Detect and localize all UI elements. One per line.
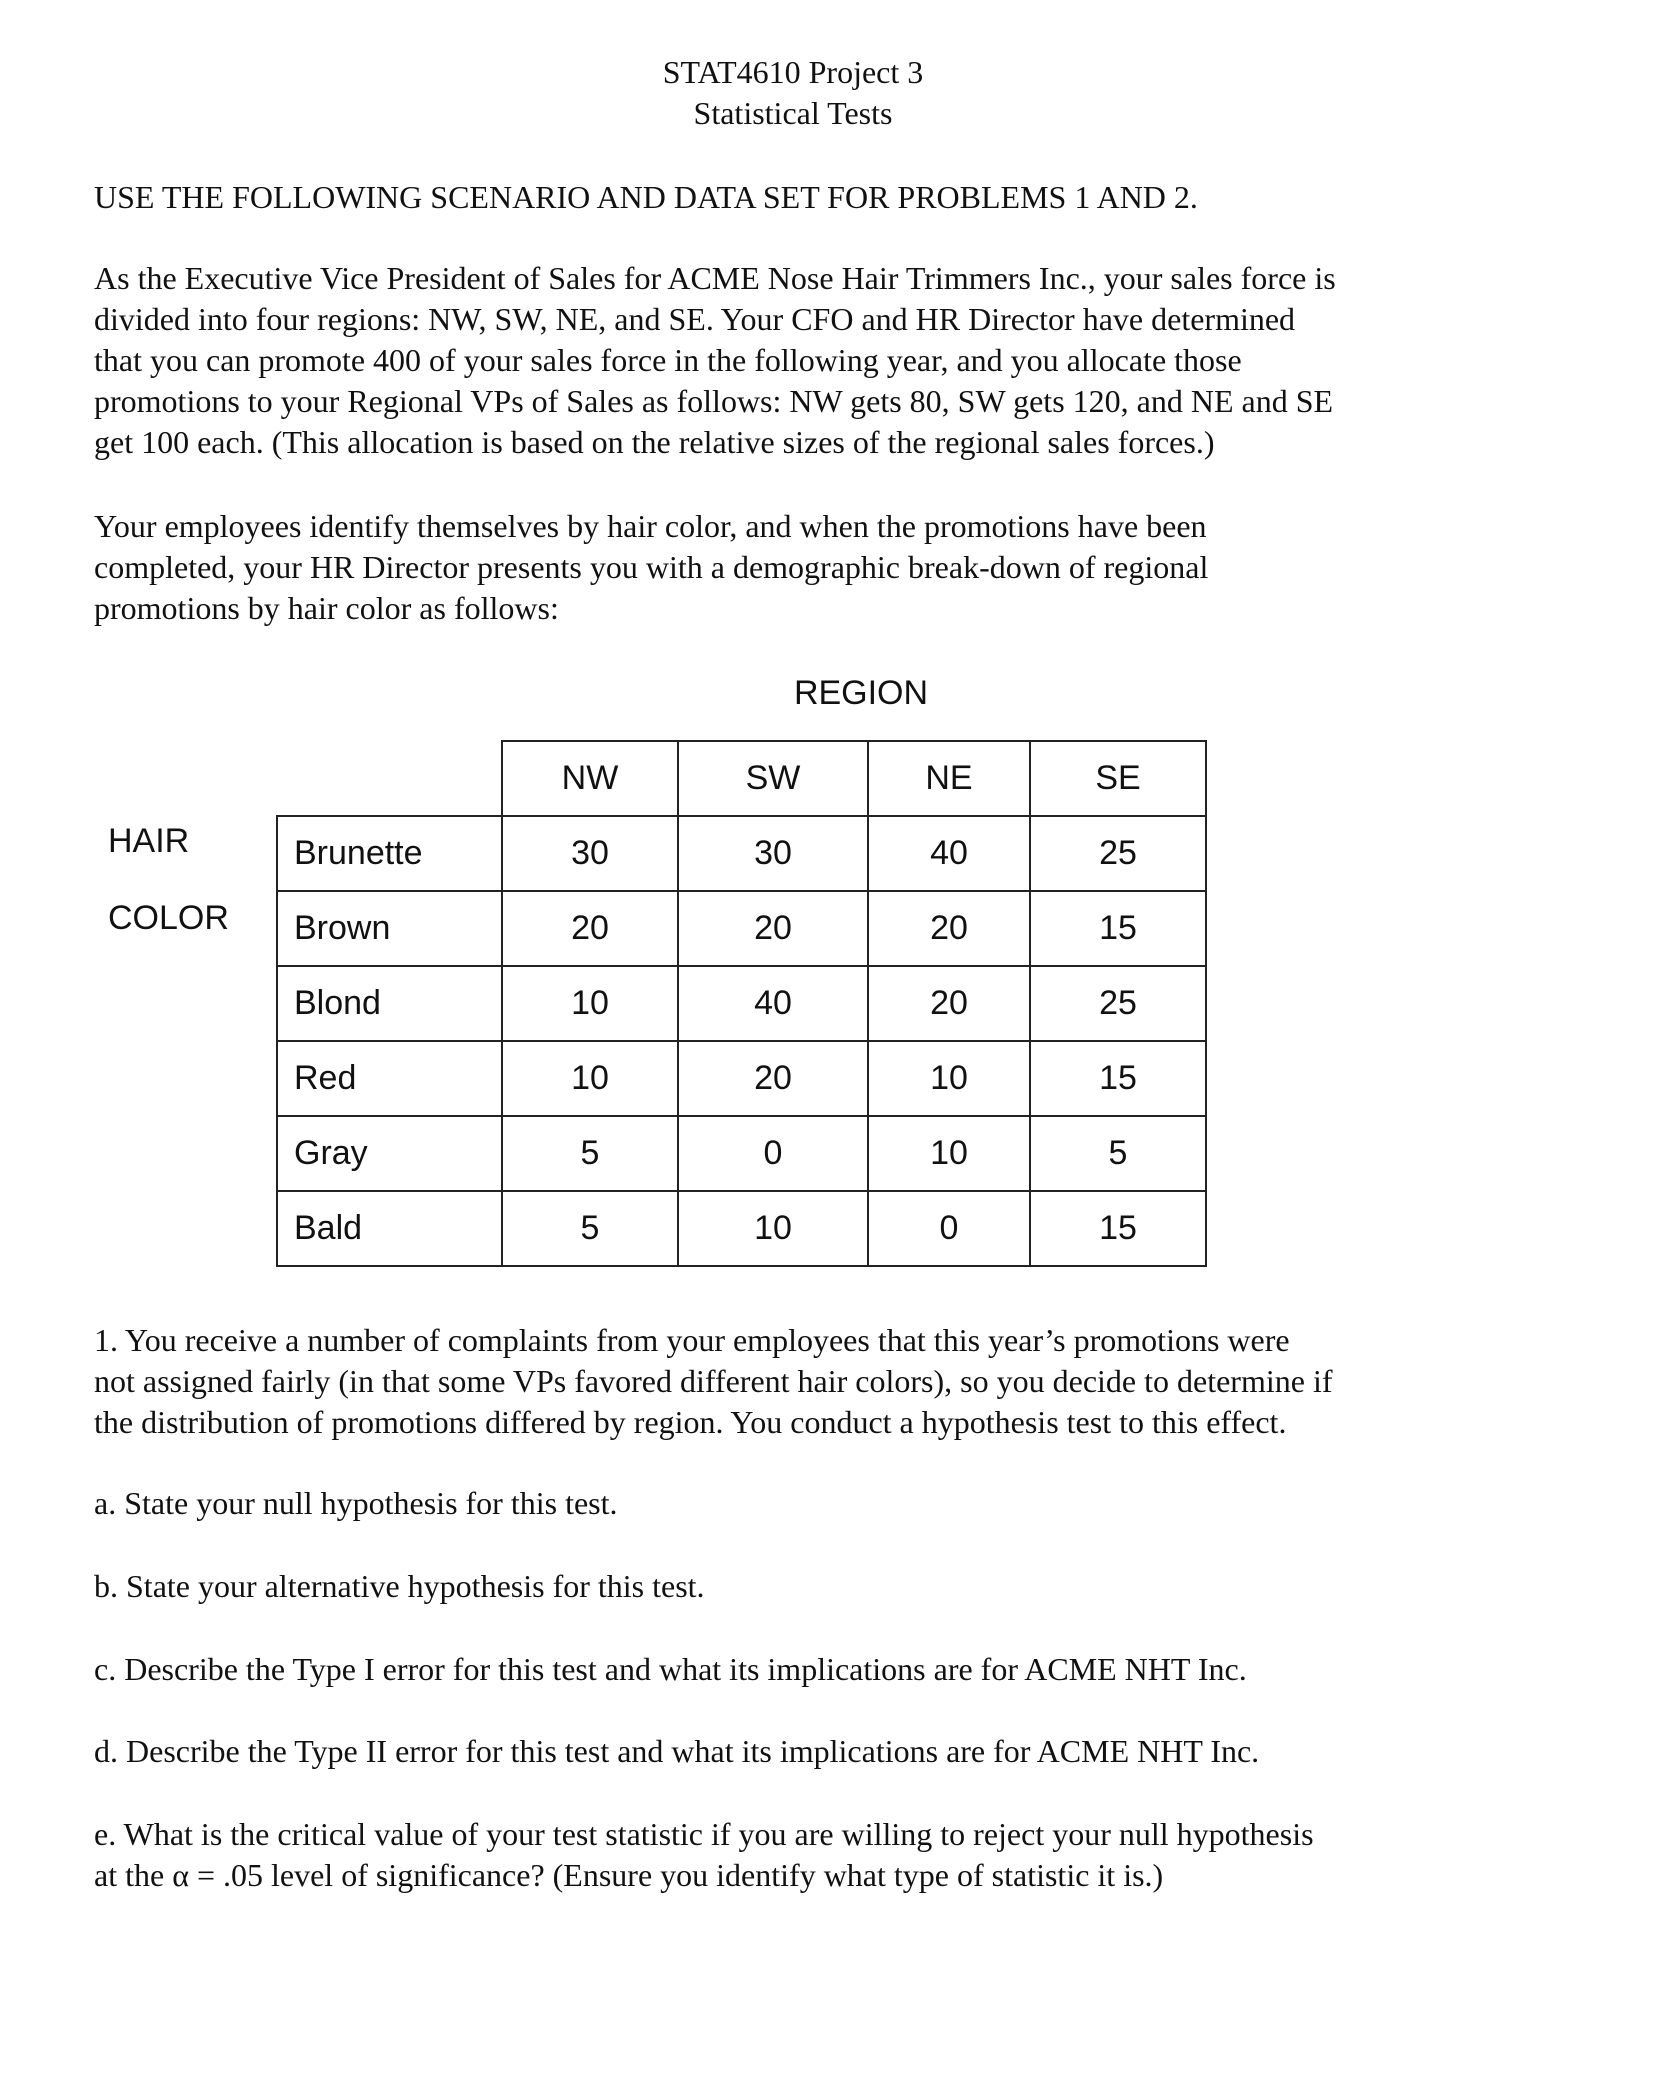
table-cell: 30: [678, 816, 868, 891]
part-e: [94, 1814, 1554, 1896]
table-row: [277, 1191, 1206, 1266]
question-1-line: the distribution of promotions differed by region. You conduct a hypothesis test to this effect.: [94, 1404, 1287, 1440]
part-c: c. Describe the Type I error for this test and what its implications are for ACME NHT Inc.: [94, 1651, 1247, 1687]
table-cell: 5: [502, 1191, 678, 1266]
scenario-line: promotions to your Regional VPs of Sales as follows: NW gets 80, SW gets 120, and NE and SE: [94, 383, 1334, 419]
scenario-line: divided into four regions: NW, SW, NE, and SE. Your CFO and HR Director have determined: [94, 301, 1296, 337]
intro-line: Your employees identify themselves by hair color, and when the promotions have been: [94, 508, 1207, 544]
row-label: Bald: [277, 1191, 502, 1266]
table-cell: 10: [868, 1116, 1030, 1191]
table-cell: 5: [502, 1116, 678, 1191]
question-1-line: not assigned fairly (in that some VPs favored different hair colors), so you decide to determine if: [94, 1363, 1333, 1399]
color-label: COLOR: [108, 899, 229, 937]
part-b: b. State your alternative hypothesis for this test.: [94, 1568, 705, 1604]
table-cell: 25: [1030, 816, 1206, 891]
table-corner: [277, 741, 502, 816]
scenario-paragraph: [94, 258, 1554, 463]
row-label: Blond: [277, 966, 502, 1041]
document-title: [0, 52, 1586, 134]
table-cell: 25: [1030, 966, 1206, 1041]
table-cell: 40: [868, 816, 1030, 891]
row-label: Gray: [277, 1116, 502, 1191]
part-e-line: at the α = .05 level of significance? (Ensure you identify what type of statistic it is.): [94, 1857, 1164, 1893]
instructions-line: USE THE FOLLOWING SCENARIO AND DATA SET FOR PROBLEMS 1 AND 2.: [94, 179, 1198, 215]
table-header-row: [277, 741, 1206, 816]
table-cell: 20: [868, 966, 1030, 1041]
question-1-paragraph: [94, 1320, 1554, 1443]
table-cell: 15: [1030, 1191, 1206, 1266]
scenario-line: get 100 each. (This allocation is based on the relative sizes of the regional sales forces.): [94, 424, 1215, 460]
table-cell: 0: [678, 1116, 868, 1191]
row-label: Brunette: [277, 816, 502, 891]
question-1-line: 1. You receive a number of complaints from your employees that this year’s promotions were: [94, 1322, 1290, 1358]
part-e-line: e. What is the critical value of your test statistic if you are willing to reject your null hypothesis: [94, 1816, 1314, 1852]
promotions-table: [276, 740, 1207, 1267]
table-cell: 20: [678, 1041, 868, 1116]
intro-paragraph: [94, 506, 1554, 629]
table-row: [277, 816, 1206, 891]
title-line-1: STAT4610 Project 3: [662, 54, 924, 90]
table-row: [277, 891, 1206, 966]
column-header-nw: NW: [502, 741, 678, 816]
table-row: [277, 1041, 1206, 1116]
row-label: Brown: [277, 891, 502, 966]
table-cell: 10: [868, 1041, 1030, 1116]
table-cell: 40: [678, 966, 868, 1041]
intro-line: promotions by hair color as follows:: [94, 590, 559, 626]
part-d: d. Describe the Type II error for this test and what its implications are for ACME NHT Inc.: [94, 1733, 1260, 1769]
column-header-se: SE: [1030, 741, 1206, 816]
table-row: [277, 966, 1206, 1041]
table-row: [277, 1116, 1206, 1191]
table-cell: 10: [502, 1041, 678, 1116]
table-cell: 5: [1030, 1116, 1206, 1191]
title-line-2: Statistical Tests: [693, 95, 893, 131]
table-cell: 30: [502, 816, 678, 891]
table-cell: 15: [1030, 891, 1206, 966]
table-cell: 0: [868, 1191, 1030, 1266]
table-cell: 20: [678, 891, 868, 966]
scenario-line: that you can promote 400 of your sales force in the following year, and you allocate those: [94, 342, 1242, 378]
table-cell: 10: [678, 1191, 868, 1266]
table-cell: 10: [502, 966, 678, 1041]
scenario-line: As the Executive Vice President of Sales for ACME Nose Hair Trimmers Inc., your sales force is: [94, 260, 1336, 296]
table-cell: 15: [1030, 1041, 1206, 1116]
row-label: Red: [277, 1041, 502, 1116]
hair-label: HAIR: [108, 822, 190, 860]
column-header-sw: SW: [678, 741, 868, 816]
column-header-ne: NE: [868, 741, 1030, 816]
part-a: a. State your null hypothesis for this test.: [94, 1485, 618, 1521]
table-cell: 20: [502, 891, 678, 966]
region-label: REGION: [793, 674, 929, 712]
table-cell: 20: [868, 891, 1030, 966]
intro-line: completed, your HR Director presents you with a demographic break-down of regional: [94, 549, 1209, 585]
